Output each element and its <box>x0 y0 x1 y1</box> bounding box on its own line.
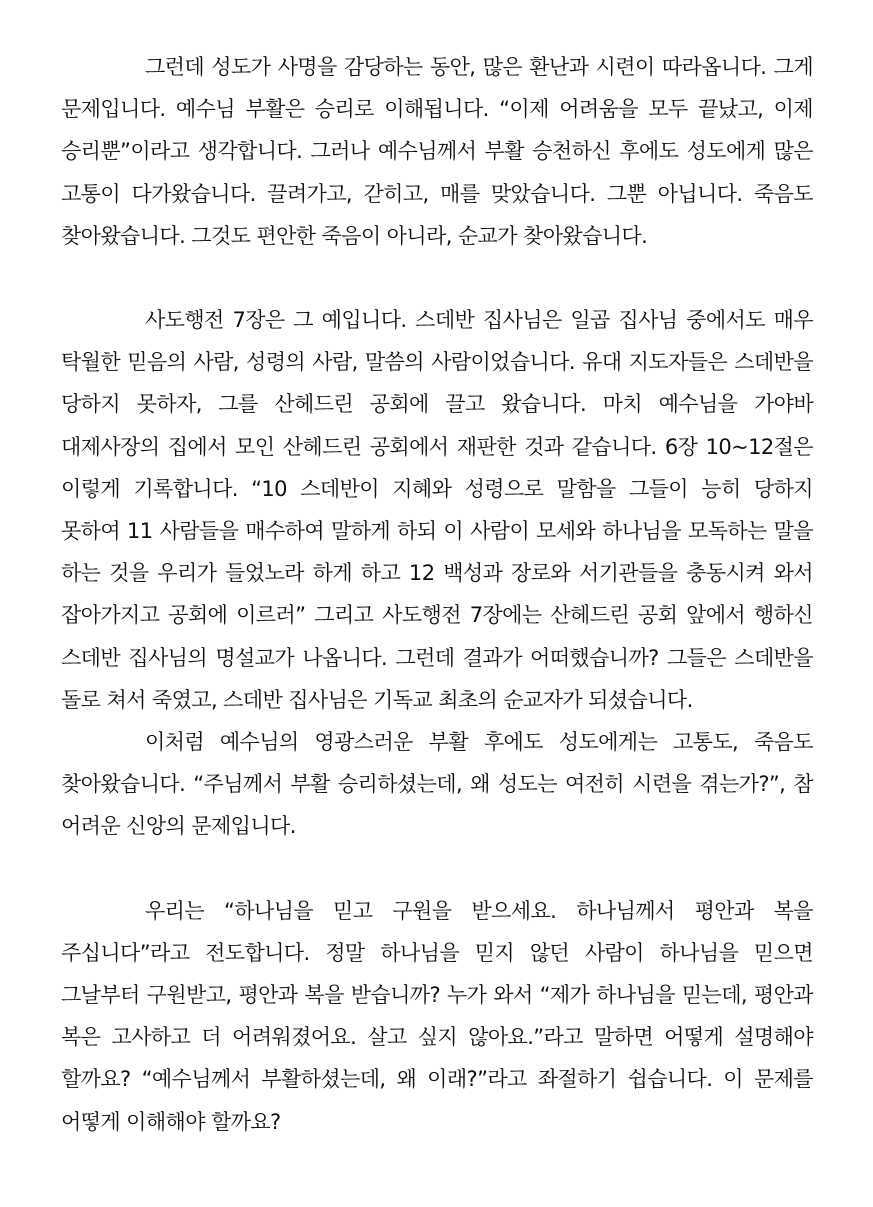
paragraph-spacer <box>61 848 813 890</box>
paragraph-1: 그런데 성도가 사명을 감당하는 동안, 많은 환난과 시련이 따라옵니다. 그게 문제입니다. 예수님 부활은 승리로 이해됩니다. “이제 어려움을 모두 끝났고, 이제 승리뿐”이라고 생각합니다. 그러나 예수님께서 부활 승천하신 후에도 성도에게 많은 고통이 다가왔습니다. 끌려가고, 갇히고, 매를 맞았습니다. 그뿐 아닙니다. 죽음도 찾아왔습니다. 그것도 편안한 죽음이 아니라, 순교가 찾아왔습니다. <box>61 55 813 248</box>
paragraph-3: 이처럼 예수님의 영광스러운 부활 후에도 성도에게는 고통도, 죽음도 찾아왔습니다. “주님께서 부활 승리하셨는데, 왜 성도는 여전히 시련을 겪는가?”, 참 어려운 신앙의 문제입니다. <box>61 730 813 839</box>
paragraph-4: 우리는 “하나님을 믿고 구원을 받으세요. 하나님께서 평안과 복을 주십니다”라고 전도합니다. 정말 하나님을 믿지 않던 사람이 하나님을 믿으면 그날부터 구원받고, 평안과 복을 받습니까? 누가 와서 “제가 하나님을 믿는데, 평안과 복은 고사하고 더 어려워졌어요. 살고 싶지 않아요.”라고 말하면 어떻게 설명해야 할까요? “예수님께서 부활하셨는데, 왜 이래?”라고 좌절하기 쉽습니다. 이 문제를 어떻게 이해해야 할까요? <box>61 898 813 1134</box>
paragraph-2: 사도행전 7장은 그 예입니다. 스데반 집사님은 일곱 집사님 중에서도 매우 탁월한 믿음의 사람, 성령의 사람, 말씀의 사람이었습니다. 유대 지도자들은 스데반을 당하지 못하자, 그를 산헤드린 공회에 끌고 왔습니다. 마치 예수님을 가야바 대제사장의 집에서 모인 산헤드린 공회에서 재판한 것과 같습니다. 6장 10~12절은 이렇게 기록합니다. “10 스데반이 지혜와 성령으로 말함을 그들이 능히 당하지 못하여 11 사람들을 매수하여 말하게 하되 이 사람이 모세와 하나님을 모독하는 말을 하는 것을 우리가 들었노라 하게 하고 12 백성과 장로와 서기관들을 충동시켜 와서 잡아가지고 공회에 이르러” 그리고 사도행전 7장에는 산헤드린 공회 앞에서 행하신 스데반 집사님의 명설교가 나옵니다. 그런데 결과가 어떠했습니까? 그들은 스데반을 돌로 쳐서 죽였고, 스데반 집사님은 기독교 최초의 순교자가 되셨습니다. <box>61 308 813 712</box>
paragraph-spacer <box>61 257 813 299</box>
document-page <box>61 46 813 1143</box>
